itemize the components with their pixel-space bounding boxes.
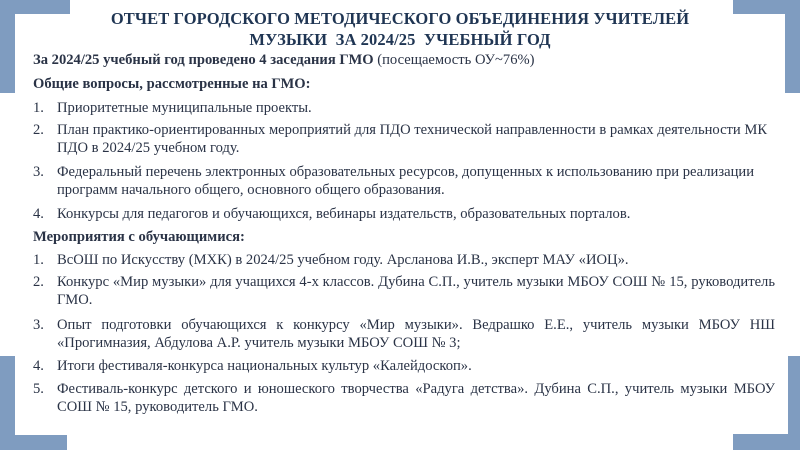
summary-line	[33, 51, 760, 69]
item-text: Опыт подготовки обучающихся к конкурсу «Мир музыки». Ведрашко Е.Е., учитель музыки МБОУ НШ «Прогимназия, Абдулова А.Р. учитель музыки МБОУ СОШ № 3;	[57, 317, 775, 351]
item-text: Конкурс «Мир музыки» для учащихся 4-х классов. Дубина С.П., учитель музыки МБОУ СОШ № 15, руководитель ГМО.	[57, 274, 775, 308]
corner-decoration-bottom-right-h	[733, 434, 800, 450]
item-number: 3.	[33, 164, 44, 180]
item-number: 2.	[33, 274, 44, 290]
title-line-1: ОТЧЕТ ГОРОДСКОГО МЕТОДИЧЕСКОГО ОБЪЕДИНЕНИЯ УЧИТЕЛЕЙ	[110, 9, 690, 28]
list-item	[33, 121, 775, 157]
item-text: Приоритетные муниципальные проекты.	[57, 100, 312, 116]
item-number: 5.	[33, 381, 44, 397]
item-text: Федеральный перечень электронных образовательных ресурсов, допущенных к использованию при реализации программ начального общего, основного общего образования.	[57, 164, 755, 198]
corner-decoration-top-left-v	[0, 0, 15, 93]
corner-decoration-top-right-v	[785, 0, 800, 93]
item-text: Итоги фестиваля-конкурса национальных культур «Калейдоскоп».	[57, 358, 472, 374]
list-item	[33, 163, 775, 199]
summary-bold: За 2024/25 учебный год проведено 4 заседания ГМО	[33, 52, 374, 68]
list-item	[33, 205, 775, 223]
list-item	[33, 99, 775, 117]
item-number: 4.	[33, 358, 44, 374]
list-item	[33, 251, 775, 269]
corner-decoration-bottom-left-h	[0, 435, 67, 450]
item-text: План практико-ориентированных мероприятий для ПДО технической направленности в рамках деятельности МК ПДО в 2024/25 учебном году.	[57, 122, 768, 156]
general-heading: Общие вопросы, рассмотренные на ГМО:	[33, 76, 311, 92]
item-text: ВсОШ по Искусству (МХК) в 2024/25 учебном году. Арсланова И.В., эксперт МАУ «ИОЦ».	[57, 252, 629, 268]
list-item	[33, 316, 775, 352]
students-heading: Мероприятия с обучающимися:	[33, 229, 245, 245]
item-number: 3.	[33, 317, 44, 333]
item-number: 4.	[33, 206, 44, 222]
title-line-2: МУЗЫКИ ЗА 2024/25 УЧЕБНЫЙ ГОД	[249, 30, 551, 49]
list-item	[33, 273, 775, 309]
item-number: 1.	[33, 100, 44, 116]
item-text: Конкурсы для педагогов и обучающихся, вебинары издательств, образовательных порталов.	[57, 206, 631, 222]
item-number: 2.	[33, 122, 44, 138]
summary-attendance: (посещаемость ОУ~76%)	[373, 52, 535, 68]
list-item	[33, 380, 775, 416]
item-number: 1.	[33, 252, 44, 268]
page-title	[60, 8, 740, 50]
item-text: Фестиваль-конкурс детского и юношеского творчества «Радуга детства». Дубина С.П., учитель музыки МБОУ СОШ № 15, руководитель ГМО.	[57, 381, 775, 415]
list-item	[33, 357, 775, 375]
